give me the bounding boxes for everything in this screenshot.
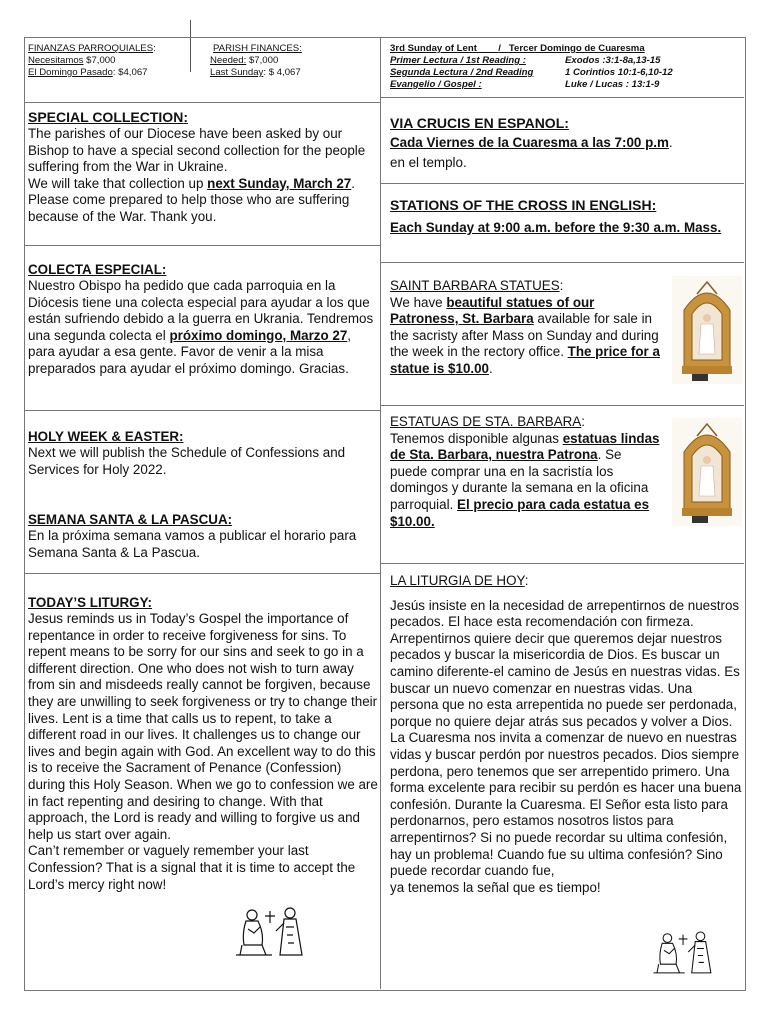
paragraph: ya tenemos la señal que es tiempo! xyxy=(390,879,601,895)
finances-en: PARISH FINANCES: Needed: $7,000 Last Sunday: $ 4,067 xyxy=(210,43,375,79)
emphasis: El precio para cada estatua es $10.00. xyxy=(390,496,650,529)
confession-clipart xyxy=(650,926,730,978)
paragraph: Nuestro Obispo ha pedido que cada parroquia en la Diócesis tiene una colecta especial para ayudar a los que están sufriendo debido a la guerra en Ukrania. Tendremos una segunda colecta el xyxy=(28,278,374,343)
divider xyxy=(24,410,380,411)
divider xyxy=(24,245,380,246)
needed-label: Needed: xyxy=(210,55,247,66)
holy-week xyxy=(28,428,378,478)
la-liturgia-de-hoy: LA LITURGIA DE HOY: Jesús insiste en la necesidad de arrepentirnos de nuestros pecados. El hace esta recomendación con firmeza. Arrepentirnos quiere decir que queremos dejar nuestros pecados y buscar la misericordia de Dios. Es buscar un camino diferente-el camino de Jesús en nuestras vidas. Es buscar un nuevo comenzar en nuestras vidas. Una persona que no esta arrepentida no puede ser perdonada, porque no quiere dejar atrás sus pecados y volver a Dios. La Cuaresma nos invita a comenzar de nuevo en nuestras vidas y buscar perdón por nuestros pecados. Dios siempre perdona, pero tenemos que ser arrepentido primero. Una forma excelente para recibir su perdón es hacer una buena confesión. Durante la Cuaresma. El Señor esta listo para perdonarnos, pero estamos nosotros listos para arrepentirnos? Si no puede recordar su ultima confesión, hay un problema! Cuando fue su ultima confesión? Sino puede recordar cuando fue, ya tenemos la señal que es tiempo! xyxy=(390,573,742,895)
estatuas-heading: ESTATUAS DE STA. BARBARA xyxy=(390,414,582,429)
needed-value: $7,000 xyxy=(86,55,116,66)
paragraph: We have xyxy=(390,294,443,310)
emphasis: próximo domingo, Marzo 27 xyxy=(169,327,348,343)
last-label: El Domingo Pasado xyxy=(28,67,113,78)
saint-barbara-statues: SAINT BARBARA STATUES: We have beautiful statues of our Patroness, St. Barbara available for sale in the sacristy after Mass on Sunday and during the week in the rectory office. The price for a statue is $10.00. xyxy=(390,278,660,376)
emphasis: beautiful statues of our Patroness, St. Barbara xyxy=(390,294,595,327)
divider xyxy=(24,102,380,103)
divider xyxy=(380,262,744,263)
paragraph: The parishes of our Diocese have been asked by our Bishop to have a special second collection for the people suffering from the War in Ukraine. xyxy=(28,126,366,175)
estatuas-sta-barbara: ESTATUAS DE STA. BARBARA: Tenemos disponible algunas estatuas lindas de Sta. Barbara, nuestra Patrona. Se puede comprar una en la sacristía los domingos y durante la semana en la oficina parroquial. El precio para cada estatua es $10.00. xyxy=(390,414,660,529)
paragraph: Next we will publish the Schedule of Confessions and Services for Holy 2022. xyxy=(28,445,346,477)
special-collection-heading: SPECIAL COLLECTION xyxy=(28,109,184,125)
paragraph: Can’t remember or vaguely remember your last Confession? That is a signal that it is time to accept the Lord’s mercy right now! xyxy=(28,843,356,892)
paragraph: , para ayudar a esa gente. Favor de venir a la misa preparados para ayudar el próximo domingo. Gracias. xyxy=(28,327,352,376)
paragraph: available for sale in the sacristy after Mass on Sunday and during the week in the rectory office. xyxy=(390,311,659,360)
readings xyxy=(390,43,742,91)
stations-schedule: Each Sunday at 9:00 a.m. before the 9:30 a.m. Mass. xyxy=(390,220,722,235)
paragraph: en el templo. xyxy=(390,154,467,170)
reading2-label: Segunda Lectura / 2nd Reading xyxy=(390,67,534,78)
paragraph: We will take that collection up xyxy=(28,175,204,191)
last-value: $4,067 xyxy=(118,67,148,78)
reading1-value: Exodos :3:1-8a,13-15 xyxy=(565,55,661,66)
paragraph: Jesus reminds us in Today’s Gospel the importance of repentance in order to receive forgiveness for sins. To repent means to be sorry for our sins and seek to go in a different direction. One who does not wish to turn away from sin and misdeeds really cannot be forgiven, because they are unwilling to seek forgiveness or try to change their lives. Lent is a time that calls us to repent, to take a different road in our lives. It challenges us to change our lives and begin again with God. An excellent way to do this is to receive the Sacrament of Penance (Confession) during this Holy Season. When we go to confession we are in fact repenting and desiring to change. With that approach, the Lord is ready and willing to forgive us and help us start over again. xyxy=(28,611,378,842)
needed-value: $7,000 xyxy=(248,55,279,66)
divider xyxy=(380,97,744,98)
divider xyxy=(380,183,744,184)
todays-liturgy-heading: TODAY’S LITURGY xyxy=(28,595,148,610)
colecta-heading: COLECTA ESPECIAL xyxy=(28,262,162,277)
paragraph: . Se puede comprar una en la sacristía los domingos y durante la semana en la oficina parroquial. xyxy=(390,447,649,512)
semana-santa xyxy=(28,511,378,561)
finances-en-title: PARISH FINANCES: xyxy=(213,43,302,54)
gospel-value: Luke / Lucas : 13:1-9 xyxy=(565,79,660,90)
via-crucis-heading: VIA CRUCIS EN ESPANOL: xyxy=(390,115,569,131)
via-crucis: VIA CRUCIS EN ESPANOL: Cada Viernes de la Cuaresma a las 7:00 p.m. en el templo. xyxy=(390,115,742,171)
stations-heading: STATIONS OF THE CROSS IN ENGLISH: xyxy=(390,197,657,213)
paragraph: Jesús insiste en la necesidad de arrepentirnos de nuestros pecados. El hace esta recomendación con firmeza. Arrepentirnos quiere decir que queremos dejar nuestros pecados y buscar la misericordia de Dios. Es buscar un camino diferente-el camino de Jesús en nuestras vidas. Es buscar un nuevo comenzar en nuestras vidas. Una persona que no esta arrepentida no puede ser perdonada, porque no quiere dejar atrás sus pecados y volver a Dios. La Cuaresma nos invita a comenzar de nuevo en nuestras vidas y buscar perdón por nuestros pecados. Dios siempre perdona, pero tenemos que ser arrepentido primero. Una forma excelente para recibir su perdón es hacer una buena confesión. Durante la Cuaresma. El Señor esta listo para perdonarnos, pero estamos nosotros listos para arrepentirnos? Si no puede recordar su ultima confesión, hay un problema! Cuando fue su ultima confesión? Sino puede recordar cuando fue, xyxy=(390,597,742,879)
paragraph: . Please come prepared to help those who are suffering because of the War. Thank you. xyxy=(28,175,355,224)
statues-heading: SAINT BARBARA STATUES xyxy=(390,278,560,293)
divider xyxy=(24,573,380,574)
emphasis: The price for a statue is $10.00 xyxy=(390,344,660,376)
todays-liturgy: TODAY’S LITURGY: Jesus reminds us in Today’s Gospel the importance of repentance in order to receive forgiveness for sins. To repent means to be sorry for our sins and seek to go in a different direction. One who does not wish to turn away from sin and misdeeds really cannot be forgiven, because they are unwilling to seek forgiveness or try to change their lives. Lent is a time that calls us to repent, to take a different road in our lives. It challenges us to change our lives and begin again with God. An excellent way to do this is to receive the Sacrament of Penance (Confession) during this Holy Season. When we go to confession we are in fact repenting and desiring to change. With that approach, the Lord is ready and willing to forgive us and help us start over again. Can’t remember or vaguely remember your last Confession? That is a signal that it is time to accept the Lord’s mercy right now! xyxy=(28,595,378,892)
last-value: $ 4,067 xyxy=(268,67,301,78)
stations-of-the-cross xyxy=(390,197,742,237)
emphasis: next Sunday, March 27 xyxy=(207,175,352,191)
divider xyxy=(380,405,744,406)
semana-santa-heading: SEMANA SANTA & LA PASCUA: xyxy=(28,512,233,527)
statue-image xyxy=(672,276,742,384)
reading2-value: 1 Corintios 10:1-6,10-12 xyxy=(565,67,673,78)
special-collection: SPECIAL COLLECTION: The parishes of our Diocese have been asked by our Bishop to have a special second collection for the people suffering from the War in Ukraine. We will take that collection up next Sunday, March 27. Please come prepared to help those who are suffering because of the War. Thank you. xyxy=(28,109,366,224)
readings-title-es: Tercer Domingo de Cuaresma xyxy=(508,43,645,54)
colecta-especial: COLECTA ESPECIAL: Nuestro Obispo ha pedido que cada parroquia en la Diócesis tiene una colecta especial para ayudar a los que están sufriendo debido a la guerra en Ukrania. Tendremos una segunda colecta el próximo domingo, Marzo 27, para ayudar a esa gente. Favor de venir a la misa preparados para ayudar el próximo domingo. Gracias. xyxy=(28,262,374,376)
statue-image xyxy=(672,418,742,526)
paragraph: Tenemos disponible algunas xyxy=(390,430,559,446)
confession-clipart xyxy=(232,905,324,957)
reading1-label: Primer Lectura / 1st Reading : xyxy=(390,55,526,66)
finances-es-title: FINANZAS PARROQUIALES xyxy=(28,43,154,54)
liturgia-heading: LA LITURGIA DE HOY xyxy=(390,573,525,588)
emphasis: estatuas lindas de Sta. Barbara, nuestra Patrona xyxy=(390,430,660,463)
column-divider xyxy=(380,37,381,989)
needed-label: Necesitamos xyxy=(28,55,84,66)
readings-sep: / xyxy=(498,43,501,54)
last-label: Last Sunday xyxy=(210,67,264,78)
paragraph: En la próxima semana vamos a publicar el horario para Semana Santa & La Pascua. xyxy=(28,528,357,560)
gospel-label: Evangelio / Gospel : xyxy=(390,79,482,90)
readings-title: 3rd Sunday of Lent xyxy=(390,43,477,54)
finances-es: FINANZAS PARROQUIALES: Necesitamos $7,000 El Domingo Pasado: $4,067 xyxy=(28,43,156,78)
emphasis: Cada Viernes de la Cuaresma a las 7:00 p.m xyxy=(390,135,669,150)
divider xyxy=(380,563,744,564)
holy-week-heading: HOLY WEEK & EASTER: xyxy=(28,429,184,444)
